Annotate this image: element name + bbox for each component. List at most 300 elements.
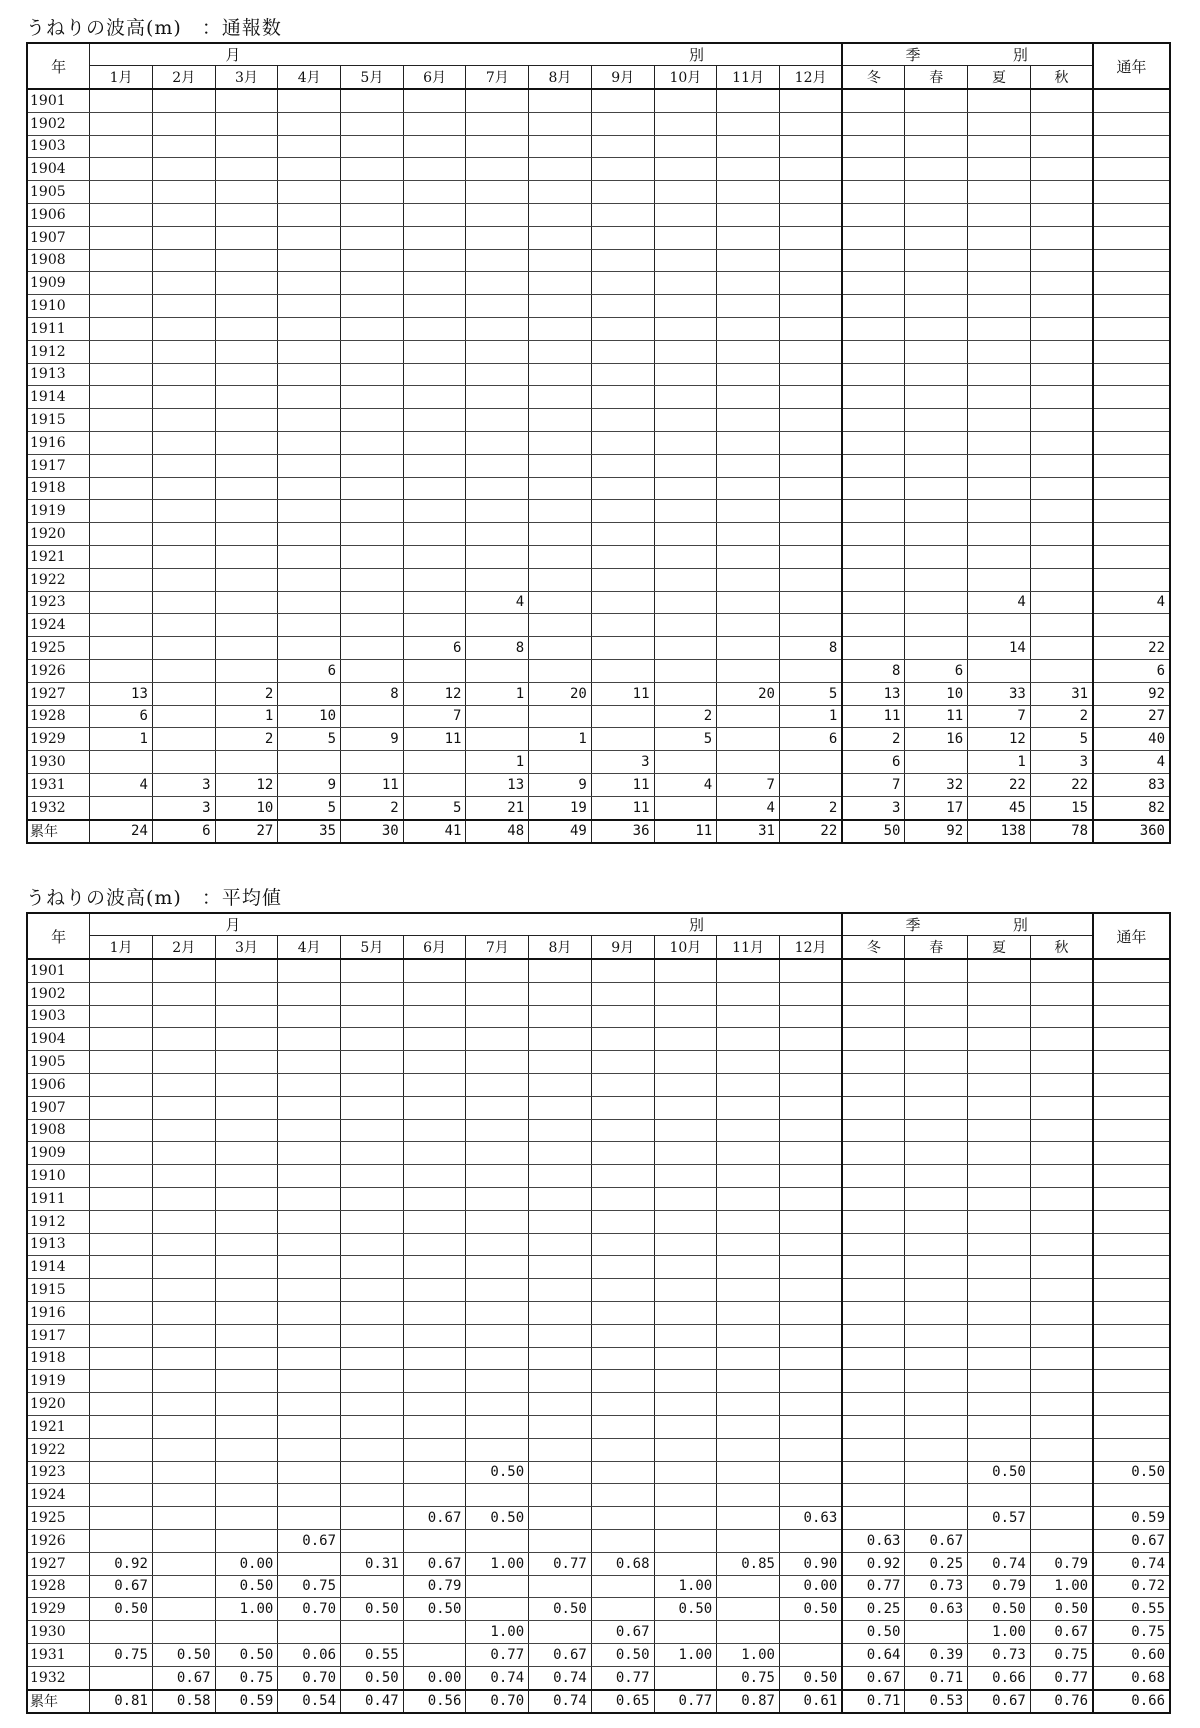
month-header: 9月 bbox=[591, 66, 654, 90]
table-row bbox=[27, 1279, 1170, 1302]
month-value-cell bbox=[90, 568, 153, 591]
month-value-cell bbox=[466, 1370, 529, 1393]
month-header: 12月 bbox=[779, 66, 842, 90]
month-value-cell bbox=[215, 1484, 278, 1507]
month-value-cell bbox=[779, 340, 842, 363]
month-value-cell bbox=[278, 1233, 341, 1256]
annual-value-cell bbox=[1093, 226, 1170, 249]
month-value-cell bbox=[591, 1598, 654, 1621]
month-value-cell bbox=[529, 158, 592, 181]
annual-value-cell: 0.59 bbox=[1093, 1507, 1170, 1530]
month-value-cell bbox=[779, 773, 842, 796]
month-value-cell bbox=[466, 1438, 529, 1461]
month-value-cell: 6 bbox=[278, 659, 341, 682]
season-value-cell: 0.50 bbox=[1030, 1598, 1093, 1621]
table-row bbox=[27, 1051, 1170, 1074]
month-value-cell: 0.50 bbox=[654, 1598, 717, 1621]
season-value-cell bbox=[968, 340, 1031, 363]
month-value-cell bbox=[717, 500, 780, 523]
season-value-cell: 1.00 bbox=[1030, 1575, 1093, 1598]
month-value-cell bbox=[278, 500, 341, 523]
month-value-cell: 27 bbox=[215, 820, 278, 844]
month-value-cell bbox=[90, 386, 153, 409]
annual-value-cell: 6 bbox=[1093, 659, 1170, 682]
month-value-cell bbox=[591, 1119, 654, 1142]
month-value-cell bbox=[278, 1507, 341, 1530]
month-value-cell bbox=[90, 89, 153, 112]
annual-value-cell bbox=[1093, 1393, 1170, 1416]
month-value-cell bbox=[90, 1165, 153, 1188]
year-cell: 1921 bbox=[27, 545, 90, 568]
season-value-cell bbox=[905, 1005, 968, 1028]
annual-value-cell bbox=[1093, 1347, 1170, 1370]
month-value-cell bbox=[591, 409, 654, 432]
month-value-cell: 0.50 bbox=[466, 1507, 529, 1530]
month-value-cell bbox=[591, 568, 654, 591]
annual-value-cell bbox=[1093, 272, 1170, 295]
month-value-cell bbox=[152, 614, 215, 637]
season-value-cell bbox=[968, 1119, 1031, 1142]
season-value-cell bbox=[1030, 1187, 1093, 1210]
month-header: 4月 bbox=[278, 936, 341, 960]
month-value-cell: 21 bbox=[466, 796, 529, 819]
month-value-cell bbox=[466, 317, 529, 340]
month-value-cell: 4 bbox=[654, 773, 717, 796]
month-value-cell bbox=[215, 637, 278, 660]
month-value-cell bbox=[779, 1256, 842, 1279]
season-value-cell: 7 bbox=[842, 773, 905, 796]
month-value-cell bbox=[779, 295, 842, 318]
month-value-cell bbox=[215, 591, 278, 614]
month-value-cell bbox=[779, 1233, 842, 1256]
table-row bbox=[27, 1484, 1170, 1507]
month-value-cell bbox=[717, 386, 780, 409]
season-value-cell bbox=[1030, 1119, 1093, 1142]
month-value-cell bbox=[654, 1142, 717, 1165]
month-value-cell bbox=[591, 1484, 654, 1507]
annual-value-cell bbox=[1093, 1005, 1170, 1028]
month-value-cell bbox=[717, 181, 780, 204]
annual-value-cell bbox=[1093, 1051, 1170, 1074]
month-value-cell bbox=[403, 1484, 466, 1507]
month-value-cell bbox=[90, 295, 153, 318]
month-value-cell bbox=[341, 959, 404, 982]
table-section-averages bbox=[26, 884, 1171, 1714]
annual-header: 通年 bbox=[1093, 43, 1170, 89]
month-value-cell bbox=[278, 1621, 341, 1644]
season-value-cell: 11 bbox=[842, 705, 905, 728]
month-value-cell: 41 bbox=[403, 820, 466, 844]
month-value-cell bbox=[403, 158, 466, 181]
month-value-cell bbox=[779, 1051, 842, 1074]
month-value-cell bbox=[466, 1210, 529, 1233]
month-value-cell bbox=[717, 340, 780, 363]
month-value-cell bbox=[90, 317, 153, 340]
month-value-cell bbox=[152, 1461, 215, 1484]
month-value-cell bbox=[403, 454, 466, 477]
annual-value-cell bbox=[1093, 249, 1170, 272]
year-cell: 1906 bbox=[27, 1073, 90, 1096]
season-value-cell bbox=[905, 226, 968, 249]
month-value-cell bbox=[654, 317, 717, 340]
month-value-cell: 9 bbox=[341, 728, 404, 751]
annual-value-cell bbox=[1093, 363, 1170, 386]
month-value-cell bbox=[403, 751, 466, 774]
season-value-cell bbox=[905, 249, 968, 272]
month-value-cell bbox=[90, 751, 153, 774]
month-value-cell bbox=[215, 545, 278, 568]
annual-value-cell bbox=[1093, 431, 1170, 454]
season-value-cell bbox=[905, 500, 968, 523]
month-value-cell bbox=[529, 317, 592, 340]
month-value-cell bbox=[215, 500, 278, 523]
month-value-cell bbox=[654, 637, 717, 660]
month-value-cell bbox=[90, 272, 153, 295]
season-value-cell bbox=[968, 1187, 1031, 1210]
month-value-cell bbox=[466, 1529, 529, 1552]
season-value-cell: 4 bbox=[968, 591, 1031, 614]
month-value-cell bbox=[466, 523, 529, 546]
section-title: うねりの波高(m) ：通報数 bbox=[26, 17, 282, 39]
season-value-cell bbox=[905, 454, 968, 477]
month-value-cell bbox=[90, 1666, 153, 1689]
season-value-cell bbox=[905, 982, 968, 1005]
month-value-cell bbox=[466, 728, 529, 751]
month-value-cell bbox=[90, 431, 153, 454]
season-value-cell bbox=[842, 1279, 905, 1302]
annual-value-cell: 0.74 bbox=[1093, 1552, 1170, 1575]
table-row bbox=[27, 773, 1170, 796]
month-value-cell bbox=[90, 226, 153, 249]
month-value-cell bbox=[152, 181, 215, 204]
month-value-cell bbox=[779, 523, 842, 546]
month-value-cell bbox=[215, 1165, 278, 1188]
season-value-cell: 0.74 bbox=[968, 1552, 1031, 1575]
month-value-cell bbox=[654, 1621, 717, 1644]
month-value-cell bbox=[779, 959, 842, 982]
month-value-cell bbox=[152, 1529, 215, 1552]
month-value-cell bbox=[466, 1073, 529, 1096]
year-cell: 1917 bbox=[27, 454, 90, 477]
month-value-cell bbox=[591, 181, 654, 204]
month-value-cell bbox=[654, 363, 717, 386]
month-value-cell bbox=[591, 728, 654, 751]
annual-value-cell bbox=[1093, 523, 1170, 546]
month-value-cell bbox=[654, 1415, 717, 1438]
year-cell: 1915 bbox=[27, 409, 90, 432]
month-value-cell: 0.56 bbox=[403, 1690, 466, 1714]
month-value-cell: 0.77 bbox=[654, 1690, 717, 1714]
month-value-cell: 0.00 bbox=[403, 1666, 466, 1689]
season-value-cell bbox=[1030, 523, 1093, 546]
table-row bbox=[27, 295, 1170, 318]
month-value-cell bbox=[278, 1005, 341, 1028]
season-value-cell bbox=[968, 295, 1031, 318]
month-value-cell bbox=[529, 637, 592, 660]
month-value-cell bbox=[654, 591, 717, 614]
year-cell: 1922 bbox=[27, 568, 90, 591]
annual-value-cell bbox=[1093, 112, 1170, 135]
month-value-cell bbox=[779, 112, 842, 135]
month-value-cell bbox=[654, 682, 717, 705]
month-value-cell bbox=[278, 982, 341, 1005]
year-cell: 1908 bbox=[27, 249, 90, 272]
year-cell: 1904 bbox=[27, 1028, 90, 1051]
year-cell: 1914 bbox=[27, 1256, 90, 1279]
month-value-cell bbox=[215, 1438, 278, 1461]
season-value-cell: 7 bbox=[968, 705, 1031, 728]
year-cell: 1918 bbox=[27, 1347, 90, 1370]
table-row bbox=[27, 272, 1170, 295]
month-value-cell bbox=[654, 500, 717, 523]
season-value-cell bbox=[905, 363, 968, 386]
month-value-cell bbox=[654, 1484, 717, 1507]
season-value-cell bbox=[968, 477, 1031, 500]
month-value-cell bbox=[529, 1393, 592, 1416]
season-value-cell bbox=[842, 340, 905, 363]
month-value-cell bbox=[278, 1324, 341, 1347]
month-value-cell bbox=[591, 1096, 654, 1119]
month-value-cell bbox=[403, 409, 466, 432]
month-value-cell: 9 bbox=[529, 773, 592, 796]
month-value-cell bbox=[466, 1415, 529, 1438]
season-value-cell bbox=[905, 431, 968, 454]
year-cell: 1927 bbox=[27, 682, 90, 705]
month-value-cell bbox=[90, 249, 153, 272]
season-value-cell: 45 bbox=[968, 796, 1031, 819]
month-value-cell bbox=[717, 637, 780, 660]
month-value-cell bbox=[152, 1142, 215, 1165]
table-row bbox=[27, 1552, 1170, 1575]
month-value-cell bbox=[215, 203, 278, 226]
month-value-cell bbox=[278, 1484, 341, 1507]
month-value-cell bbox=[152, 1324, 215, 1347]
table-row bbox=[27, 1507, 1170, 1530]
month-value-cell bbox=[717, 89, 780, 112]
year-cell: 1903 bbox=[27, 135, 90, 158]
annual-value-cell bbox=[1093, 1142, 1170, 1165]
annual-value-cell bbox=[1093, 1165, 1170, 1188]
month-value-cell bbox=[529, 1370, 592, 1393]
year-cell: 1920 bbox=[27, 1393, 90, 1416]
season-value-cell bbox=[905, 135, 968, 158]
month-value-cell: 2 bbox=[341, 796, 404, 819]
table-row bbox=[27, 1096, 1170, 1119]
month-value-cell bbox=[591, 431, 654, 454]
season-value-cell: 0.66 bbox=[968, 1666, 1031, 1689]
month-value-cell bbox=[152, 1051, 215, 1074]
month-value-cell bbox=[152, 1552, 215, 1575]
month-value-cell bbox=[779, 1073, 842, 1096]
month-value-cell: 0.50 bbox=[152, 1643, 215, 1666]
season-value-cell bbox=[968, 1051, 1031, 1074]
month-value-cell: 19 bbox=[529, 796, 592, 819]
month-value-cell: 0.50 bbox=[90, 1598, 153, 1621]
season-value-cell bbox=[842, 1096, 905, 1119]
month-value-cell bbox=[717, 614, 780, 637]
season-value-cell bbox=[842, 1073, 905, 1096]
month-value-cell bbox=[529, 409, 592, 432]
table-row bbox=[27, 500, 1170, 523]
month-value-cell bbox=[278, 272, 341, 295]
month-value-cell bbox=[717, 112, 780, 135]
month-value-cell bbox=[466, 1393, 529, 1416]
table-row bbox=[27, 1575, 1170, 1598]
month-value-cell bbox=[152, 1256, 215, 1279]
year-cell: 1931 bbox=[27, 773, 90, 796]
month-value-cell bbox=[90, 1301, 153, 1324]
month-value-cell bbox=[591, 158, 654, 181]
month-value-cell bbox=[90, 1005, 153, 1028]
month-value-cell: 1 bbox=[215, 705, 278, 728]
month-value-cell bbox=[654, 340, 717, 363]
season-group-label-1: 季 bbox=[905, 46, 923, 64]
month-header: 12月 bbox=[779, 936, 842, 960]
month-header: 11月 bbox=[717, 936, 780, 960]
month-value-cell: 0.67 bbox=[278, 1529, 341, 1552]
month-value-cell bbox=[591, 545, 654, 568]
month-value-cell bbox=[403, 523, 466, 546]
month-value-cell bbox=[779, 409, 842, 432]
month-value-cell bbox=[529, 386, 592, 409]
month-value-cell bbox=[779, 1210, 842, 1233]
table-row bbox=[27, 1598, 1170, 1621]
season-value-cell: 0.50 bbox=[968, 1598, 1031, 1621]
month-group-header bbox=[90, 43, 843, 66]
month-value-cell bbox=[152, 135, 215, 158]
month-value-cell bbox=[90, 591, 153, 614]
month-value-cell bbox=[717, 1210, 780, 1233]
year-cell: 1913 bbox=[27, 363, 90, 386]
season-value-cell bbox=[1030, 203, 1093, 226]
season-value-cell: 10 bbox=[905, 682, 968, 705]
annual-value-cell bbox=[1093, 1438, 1170, 1461]
month-value-cell: 0.77 bbox=[591, 1666, 654, 1689]
season-value-cell: 0.77 bbox=[842, 1575, 905, 1598]
month-value-cell bbox=[90, 959, 153, 982]
season-value-cell bbox=[968, 1438, 1031, 1461]
month-value-cell bbox=[654, 796, 717, 819]
month-value-cell bbox=[215, 1621, 278, 1644]
month-value-cell bbox=[529, 181, 592, 204]
month-value-cell bbox=[779, 1643, 842, 1666]
month-value-cell bbox=[717, 1461, 780, 1484]
month-value-cell bbox=[591, 959, 654, 982]
month-value-cell: 0.50 bbox=[215, 1575, 278, 1598]
table-row bbox=[27, 1438, 1170, 1461]
month-value-cell bbox=[278, 1393, 341, 1416]
month-value-cell bbox=[278, 1552, 341, 1575]
month-value-cell bbox=[152, 249, 215, 272]
month-value-cell: 0.65 bbox=[591, 1690, 654, 1714]
month-value-cell bbox=[717, 249, 780, 272]
month-value-cell: 6 bbox=[90, 705, 153, 728]
month-value-cell bbox=[591, 1187, 654, 1210]
month-value-cell bbox=[717, 1279, 780, 1302]
season-value-cell bbox=[842, 1438, 905, 1461]
month-value-cell bbox=[152, 982, 215, 1005]
season-value-cell bbox=[842, 568, 905, 591]
month-value-cell bbox=[278, 340, 341, 363]
year-cell: 1928 bbox=[27, 705, 90, 728]
month-value-cell bbox=[90, 477, 153, 500]
season-value-cell bbox=[968, 158, 1031, 181]
season-value-cell: 0.67 bbox=[842, 1666, 905, 1689]
table-row bbox=[27, 682, 1170, 705]
year-cell: 1914 bbox=[27, 386, 90, 409]
year-cell: 1919 bbox=[27, 500, 90, 523]
season-value-cell: 0.50 bbox=[842, 1621, 905, 1644]
month-value-cell bbox=[90, 1529, 153, 1552]
month-value-cell bbox=[278, 1187, 341, 1210]
month-value-cell: 3 bbox=[152, 796, 215, 819]
season-value-cell bbox=[842, 454, 905, 477]
season-value-cell: 13 bbox=[842, 682, 905, 705]
month-value-cell bbox=[654, 249, 717, 272]
month-value-cell bbox=[591, 1393, 654, 1416]
month-value-cell: 0.47 bbox=[341, 1690, 404, 1714]
month-value-cell bbox=[90, 500, 153, 523]
month-value-cell bbox=[278, 1210, 341, 1233]
season-value-cell: 5 bbox=[1030, 728, 1093, 751]
month-value-cell bbox=[152, 682, 215, 705]
month-value-cell bbox=[215, 1119, 278, 1142]
month-value-cell bbox=[591, 637, 654, 660]
season-value-cell bbox=[842, 477, 905, 500]
month-value-cell bbox=[90, 1210, 153, 1233]
month-value-cell bbox=[403, 431, 466, 454]
season-value-cell bbox=[905, 1279, 968, 1302]
season-value-cell: 0.63 bbox=[905, 1598, 968, 1621]
annual-value-cell: 360 bbox=[1093, 820, 1170, 844]
month-value-cell bbox=[403, 1028, 466, 1051]
table-row bbox=[27, 1529, 1170, 1552]
season-value-cell bbox=[1030, 226, 1093, 249]
season-value-cell bbox=[1030, 431, 1093, 454]
season-header: 冬 bbox=[842, 936, 905, 960]
season-value-cell bbox=[1030, 89, 1093, 112]
month-value-cell bbox=[341, 89, 404, 112]
month-value-cell bbox=[278, 477, 341, 500]
month-value-cell: 31 bbox=[717, 820, 780, 844]
month-value-cell bbox=[403, 386, 466, 409]
month-value-cell bbox=[779, 181, 842, 204]
month-group-label-2: 別 bbox=[689, 46, 707, 64]
season-value-cell bbox=[1030, 477, 1093, 500]
month-value-cell bbox=[779, 500, 842, 523]
month-value-cell bbox=[717, 477, 780, 500]
table-row bbox=[27, 1233, 1170, 1256]
month-value-cell bbox=[466, 500, 529, 523]
season-value-cell: 0.57 bbox=[968, 1507, 1031, 1530]
month-value-cell bbox=[591, 523, 654, 546]
month-value-cell bbox=[529, 614, 592, 637]
month-value-cell bbox=[403, 1621, 466, 1644]
table-row bbox=[27, 545, 1170, 568]
season-value-cell bbox=[905, 158, 968, 181]
month-value-cell bbox=[466, 1484, 529, 1507]
month-value-cell bbox=[90, 1256, 153, 1279]
month-value-cell: 0.67 bbox=[152, 1666, 215, 1689]
year-cell: 1906 bbox=[27, 203, 90, 226]
annual-value-cell bbox=[1093, 500, 1170, 523]
month-value-cell bbox=[529, 363, 592, 386]
season-value-cell bbox=[842, 1484, 905, 1507]
month-value-cell bbox=[466, 959, 529, 982]
month-value-cell bbox=[654, 409, 717, 432]
month-value-cell bbox=[779, 591, 842, 614]
month-value-cell bbox=[403, 1256, 466, 1279]
